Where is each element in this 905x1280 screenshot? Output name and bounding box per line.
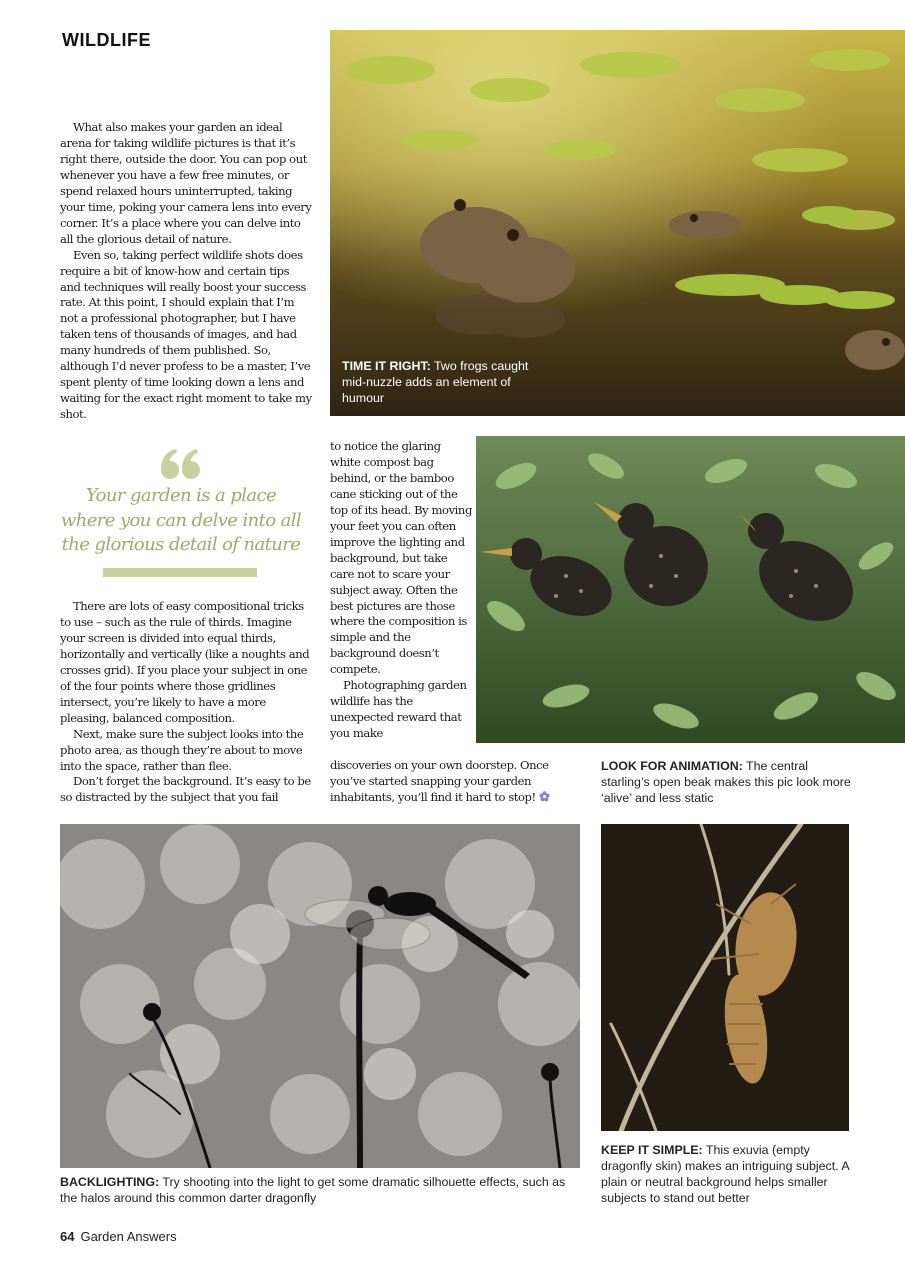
paragraph: to notice the glaring white compost bag behind, or the bamboo cane sticking out of the top of its head. By moving your feet you can often improve the lighting and background, but take care not to scare your subject away. Often the best pictures are those where the composition is simple and the background doesn’t compete.: [330, 439, 472, 677]
paragraph-end-text: discoveries on your own doorstep. Once you’ve started snapping your garden inhabitants, you’ll find it hard to stop!: [330, 758, 549, 804]
dragonfly-photo: [60, 824, 580, 1168]
exuvia-photo: [601, 824, 849, 1131]
body-text-column-1-top: [60, 120, 312, 423]
paragraph: There are lots of easy compositional tricks to use – such as the rule of thirds. Imagine your screen is divided into equal thirds, horizontally and vertically (like a noughts and crosses grid). If you place your subject in one of the four points where those gridlines intersect, you’re likely to have a more pleasing, balanced composition.: [60, 599, 310, 725]
body-text-column-2: [330, 439, 472, 742]
paragraph: What also makes your garden an ideal arena for taking wildlife pictures is that it’s right there, outside the door. You can pop out whenever you have a few free minutes, or spend relaxed hours uninterrupted, taking your time, poking your camera lens into every corner. It’s a place where you can delve into all the glorious detail of nature.: [60, 120, 312, 246]
caption-dragonfly: [60, 1174, 585, 1206]
caption-text: Try shooting into the light to get some dramatic silhouette effects, such as the halos around this common darter dragonfly: [60, 1175, 566, 1205]
paragraph: Don’t forget the background. It’s easy to be so distracted by the subject that you fail: [60, 774, 311, 805]
body-text-column-2-bottom: [330, 758, 575, 806]
page-number: 64: [60, 1229, 75, 1244]
section-label: WILDLIFE: [62, 30, 151, 50]
caption-label: KEEP IT SIMPLE:: [601, 1143, 703, 1157]
pull-quote: Your garden is a place where you can delve into all the glorious detail of nature: [60, 485, 302, 555]
body-text-column-1-bottom: [60, 599, 313, 806]
caption-label: LOOK FOR ANIMATION:: [601, 759, 743, 773]
pull-quote-rule: [103, 568, 257, 577]
caption-label: TIME IT RIGHT:: [342, 359, 431, 373]
paragraph: Even so, taking perfect wildlife shots does require a bit of know-how and certain tips and techniques will really boost your success rate. At this point, I should explain that I’m not a professional photographer, but I have taken tens of thousands of images, and had many hundreds of them published. So, although I’d never profess to be a master, I’ve spent plenty of time looking down a lens and waiting for the exact right moment to take my shot.: [60, 247, 312, 422]
caption-text: This exuvia (empty dragonfly skin) makes an intriguing subject. A plain or neutral background helps smaller subjects to stand out better: [601, 1143, 849, 1205]
page-folio: [60, 1229, 177, 1244]
caption-starlings: [601, 758, 851, 806]
caption-frogs: [342, 358, 542, 406]
caption-label: BACKLIGHTING:: [60, 1175, 160, 1189]
caption-text: The central starling’s open beak makes this pic look more ‘alive’ and less static: [601, 759, 851, 805]
caption-exuvia: [601, 1142, 856, 1206]
paragraph-end: [330, 758, 575, 806]
flower-icon: [539, 791, 550, 802]
paragraph: Photographing garden wildlife has the unexpected reward that you make: [330, 678, 467, 741]
paragraph: Next, make sure the subject looks into the photo area, as though they’re about to move into the space, rather than flee.: [60, 726, 304, 773]
caption-text: Two frogs caught mid-nuzzle adds an element of humour: [342, 359, 529, 405]
magazine-name: Garden Answers: [80, 1229, 177, 1244]
quote-mark-icon: [160, 448, 202, 482]
starlings-photo: [476, 436, 905, 743]
